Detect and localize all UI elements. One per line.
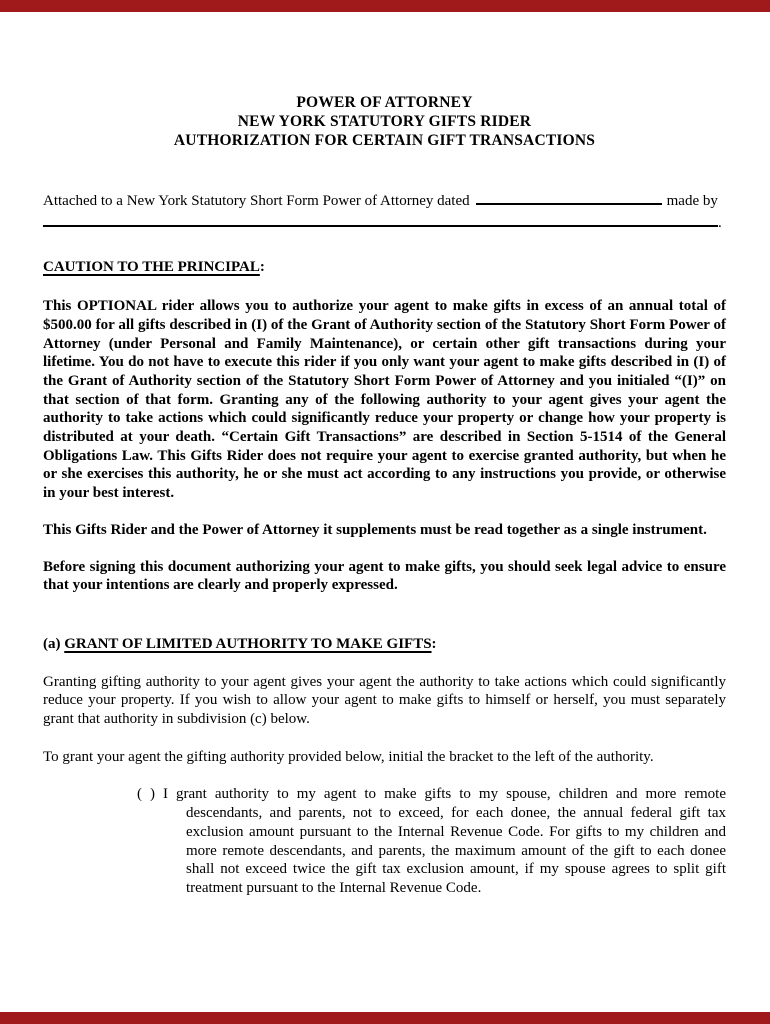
caution-heading-colon: : xyxy=(259,259,265,276)
poa-date-blank[interactable] xyxy=(476,190,662,205)
initial-bracket[interactable]: ( ) xyxy=(137,786,156,803)
section-a-paragraph-1: Granting gifting authority to your agent gives your agent the authority to take actions which could significantly reduce your property. If you wish to allow your agent to make gifts to himself or herself, you must separately grant that authority in subdivision (c) below. xyxy=(43,673,726,728)
gift-authority-item xyxy=(137,785,726,897)
title-line-1: POWER OF ATTORNEY xyxy=(296,94,473,111)
section-a-paragraph-2: To grant your agent the gifting authority provided below, initial the bracket to the left of the authority. xyxy=(43,748,654,765)
caution-paragraph: This OPTIONAL rider allows you to authorize your agent to make gifts in excess of an annual total of $500.00 for all gifts described in (I) of the Grant of Authority section of the Statutory Short Form Power of Attorney (under Personal and Family Maintenance), or certain other gift transactions during your lifetime. You do not have to execute this rider if you only want your agent to make gifts described in (I) of the Grant of Authority section of the Statutory Short Form Power of Attorney and you initialed “(I)” on that section of that form. Granting any of the following authority to your agent gives your agent the authority to take actions which could significantly reduce your property or change how your property is distributed at your death. “Certain Gift Transactions” are described in Section 5-1514 of the General Obligations Law. This Gifts Rider does not require your agent to exercise granted authority, but when he or she exercises this authority, he or she must act according to any instructions you provide, or otherwise in your best interest. xyxy=(43,298,726,502)
legal-advice-note: Before signing this document authorizing your agent to make gifts, you should seek legal advice to ensure that your intentions are clearly and properly expressed. xyxy=(43,558,726,594)
document-title xyxy=(43,0,726,150)
attached-text-after: made by xyxy=(666,193,718,209)
caution-heading-text: CAUTION TO THE PRINCIPAL xyxy=(43,259,260,276)
made-by-blank[interactable] xyxy=(43,212,718,227)
title-line-3: AUTHORIZATION FOR CERTAIN GIFT TRANSACTIONS xyxy=(173,132,596,149)
attached-text-before: Attached to a New York Statutory Short Form Power of Attorney dated xyxy=(43,193,470,209)
gift-authority-text: I grant authority to my agent to make gifts to my spouse, children and more remote descendants, and parents, not to exceed, for each donee, the annual federal gift tax exclusion amount pursuant to the Internal Revenue Code. For gifts to my children and more remote descendants, and parents, the maximum amount of the gift to each donee shall not exceed twice the gift tax exclusion amount, if my spouse agrees to split gift treatment pursuant to the Internal Revenue Code. xyxy=(155,786,726,896)
document-page xyxy=(43,0,726,898)
made-by-line xyxy=(43,212,726,233)
bottom-border-bar xyxy=(0,1012,770,1024)
section-a-colon: : xyxy=(431,635,437,652)
attached-line xyxy=(43,190,726,211)
section-a-heading-text: GRANT OF LIMITED AUTHORITY TO MAKE GIFTS xyxy=(64,635,432,652)
single-instrument-note: This Gifts Rider and the Power of Attorney it supplements must be read together as a single instrument. xyxy=(43,521,707,538)
title-line-2: NEW YORK STATUTORY GIFTS RIDER xyxy=(237,113,532,130)
section-a-heading xyxy=(43,635,726,654)
made-by-period: . xyxy=(718,214,722,231)
section-a-prefix: (a) xyxy=(43,635,65,652)
caution-heading xyxy=(43,258,726,277)
